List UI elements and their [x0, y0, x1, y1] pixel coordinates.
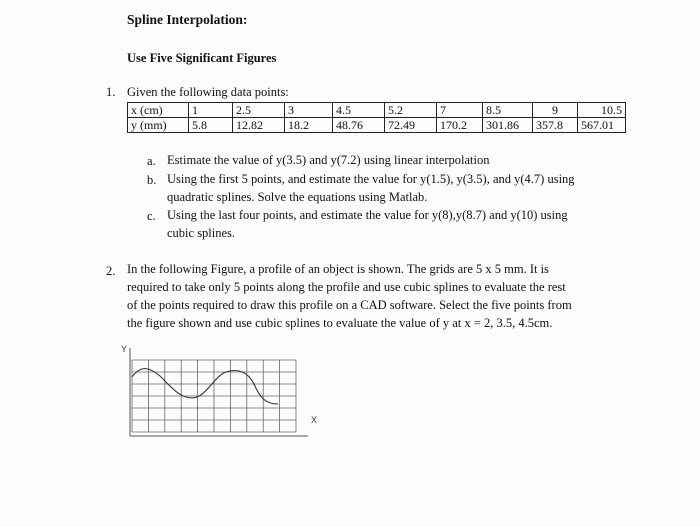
y-axis-label: Y	[121, 344, 128, 354]
table-cell: 8.5	[483, 103, 533, 118]
data-points-table	[127, 102, 626, 133]
part-b-text-line2: quadratic splines. Solve the equations using Matlab.	[167, 190, 428, 204]
question-2-number: 2.	[106, 264, 116, 278]
table-row-y	[128, 118, 626, 133]
table-cell: 5.8	[189, 118, 233, 133]
question-1-number: 1.	[106, 85, 116, 99]
profile-figure	[118, 342, 328, 442]
page-title: Spline Interpolation:	[127, 12, 248, 27]
table-cell: 301.86	[483, 118, 533, 133]
table-cell: 3	[285, 103, 333, 118]
table-cell: 72.49	[385, 118, 437, 133]
table-cell: 5.2	[385, 103, 437, 118]
table-cell: 10.5	[578, 103, 626, 118]
table-header-y: y (mm)	[128, 118, 189, 133]
profile-curve	[132, 369, 278, 404]
question-1-intro: Given the following data points:	[127, 85, 289, 99]
part-b-text-line1: Using the first 5 points, and estimate the value for y(1.5), y(3.5), and y(4.7) using	[167, 172, 575, 186]
grid	[132, 360, 296, 432]
table-header-x: x (cm)	[128, 103, 189, 118]
table-cell: 2.5	[233, 103, 285, 118]
part-a-text: Estimate the value of y(3.5) and y(7.2) using linear interpolation	[167, 153, 490, 167]
part-a-letter: a.	[147, 154, 156, 168]
part-c-text-line2: cubic splines.	[167, 226, 236, 240]
table-cell: 12.82	[233, 118, 285, 133]
table-cell: 48.76	[333, 118, 385, 133]
part-c-letter: c.	[147, 209, 156, 223]
part-b-letter: b.	[147, 173, 157, 187]
table-cell: 9	[533, 103, 578, 118]
table-cell: 357.8	[533, 118, 578, 133]
question-2-line-4: the figure shown and use cubic splines to evaluate the value of y at x = 2, 3.5, 4.5cm.	[127, 316, 553, 330]
part-c-text-line1: Using the last four points, and estimate the value for y(8),y(8.7) and y(10) using	[167, 208, 568, 222]
table-cell: 4.5	[333, 103, 385, 118]
table-cell: 567.01	[578, 118, 626, 133]
question-2-line-3: of the points required to draw this profile on a CAD software. Select the five points from	[127, 298, 572, 312]
table-cell: 170.2	[437, 118, 483, 133]
table-cell: 1	[189, 103, 233, 118]
table-cell: 18.2	[285, 118, 333, 133]
table-cell: 7	[437, 103, 483, 118]
table-row-x	[128, 103, 626, 118]
question-2-line-2: required to take only 5 points along the profile and use cubic splines to evaluate the rest	[127, 280, 566, 294]
question-2-line-1: In the following Figure, a profile of an object is shown. The grids are 5 x 5 mm. It is	[127, 262, 549, 276]
x-axis-label: X	[311, 415, 318, 425]
page-subtitle: Use Five Significant Figures	[127, 51, 277, 65]
